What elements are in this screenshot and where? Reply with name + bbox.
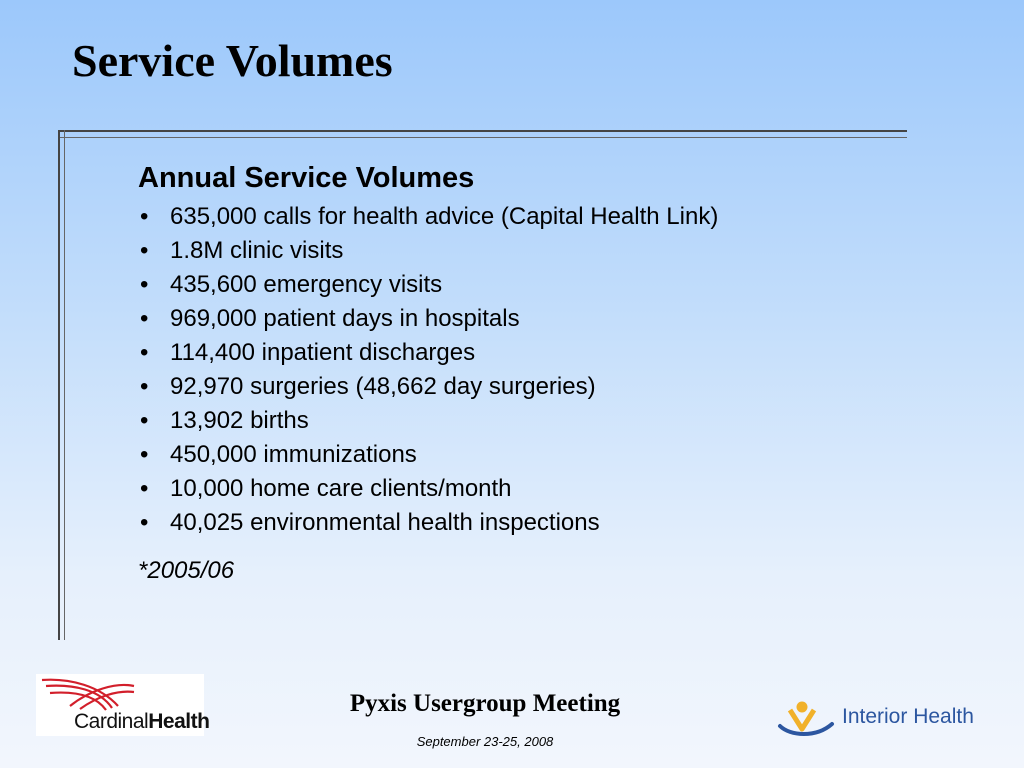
- content-area: [138, 160, 878, 586]
- list-item: [138, 234, 878, 268]
- list-item-text: 40,025 environmental health inspections: [170, 509, 600, 536]
- list-item: [138, 438, 878, 472]
- list-item: [138, 302, 878, 336]
- list-item-text: 92,970 surgeries (48,662 day surgeries): [170, 373, 596, 400]
- list-item: [138, 268, 878, 302]
- list-item-text: 1.8M clinic visits: [170, 237, 344, 264]
- list-item: [138, 506, 878, 540]
- bullet-icon: •: [140, 271, 149, 298]
- interior-health-logo: [776, 696, 991, 742]
- section-heading: Annual Service Volumes: [138, 162, 475, 194]
- list-item: [138, 370, 878, 404]
- list-item-text: 635,000 calls for health advice (Capital Health Link): [170, 203, 719, 230]
- cardinal-swoosh-icon: [40, 676, 140, 714]
- list-item: [138, 336, 878, 370]
- bullet-icon: •: [140, 203, 149, 230]
- list-item-text: 13,902 births: [170, 407, 309, 434]
- list-item-text: 450,000 immunizations: [170, 441, 417, 468]
- service-volume-list: [138, 200, 878, 540]
- bullet-icon: •: [140, 339, 149, 366]
- bullet-icon: •: [140, 441, 149, 468]
- list-item: [138, 472, 878, 506]
- interior-health-mark-icon: [776, 696, 838, 742]
- interior-health-text: Interior Health: [842, 705, 974, 728]
- meeting-date: September 23-25, 2008: [416, 734, 554, 749]
- footnote: *2005/06: [138, 557, 235, 584]
- list-item-text: 435,600 emergency visits: [170, 271, 443, 298]
- cardinal-health-logo: [36, 674, 210, 736]
- bullet-icon: •: [140, 305, 149, 332]
- list-item-text: 969,000 patient days in hospitals: [170, 305, 520, 332]
- list-item-text: 114,400 inpatient discharges: [170, 339, 476, 366]
- cardinal-logo-text: CardinalHealth: [74, 710, 210, 733]
- list-item: [138, 404, 878, 438]
- frame-top-border: [58, 130, 907, 138]
- meeting-title: Pyxis Usergroup Meeting: [349, 690, 621, 717]
- bullet-icon: •: [140, 509, 149, 536]
- bullet-icon: •: [140, 407, 149, 434]
- frame-left-border: [58, 130, 65, 640]
- list-item-text: 10,000 home care clients/month: [170, 475, 512, 502]
- slide-title: Service Volumes: [72, 35, 393, 86]
- list-item: [138, 200, 878, 234]
- bullet-icon: •: [140, 237, 149, 264]
- bullet-icon: •: [140, 475, 149, 502]
- bullet-icon: •: [140, 373, 149, 400]
